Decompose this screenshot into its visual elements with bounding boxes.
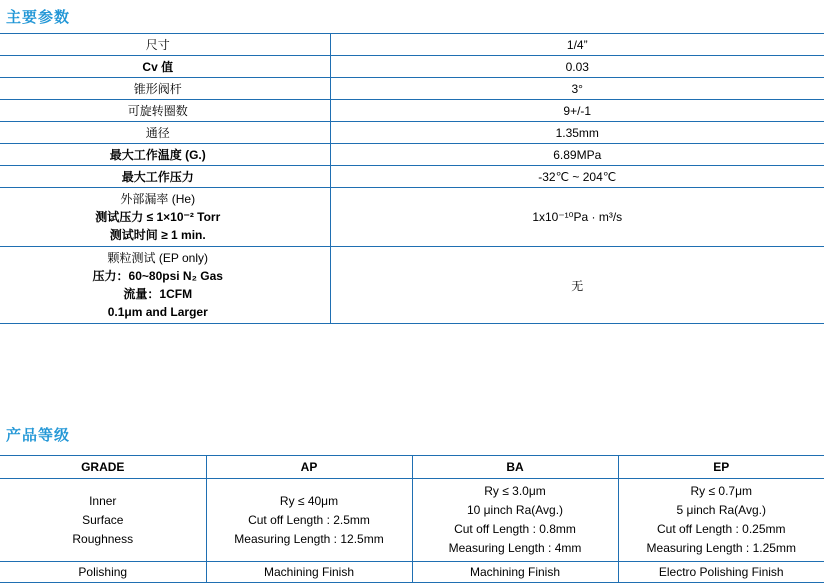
param-value: 1.35mm [330, 122, 824, 144]
param-value: -32℃ ~ 204℃ [330, 166, 824, 188]
table-row [0, 100, 824, 122]
param-value: 1/4” [330, 34, 824, 56]
main-params-section-title: 主要参数 [6, 9, 71, 26]
table-row [0, 479, 824, 562]
grade-header-ba: BA [412, 456, 618, 479]
table-header-row [0, 456, 824, 479]
grade-header-ap: AP [206, 456, 412, 479]
particle-test-line-4: 0.1μm and Larger [107, 305, 208, 319]
grade-cell: Machining Finish [412, 562, 618, 583]
param-label: 尺寸 [0, 34, 330, 56]
grade-section-title: 产品等级 [6, 427, 71, 444]
grade-cell: Inner Surface Roughness [0, 479, 206, 562]
param-label: 最大工作压力 [0, 166, 330, 188]
grade-table [0, 455, 824, 583]
param-label: 锥形阀杆 [0, 78, 330, 100]
table-row [0, 56, 824, 78]
param-value: 3° [330, 78, 824, 100]
param-value: 6.89MPa [330, 144, 824, 166]
particle-test-line-2: 压力：60~80psi N₂ Gas [92, 269, 223, 283]
grade-cell: Ry ≤ 40μm Cut off Length : 2.5mm Measuring Length : 12.5mm [206, 479, 412, 562]
table-row [0, 144, 824, 166]
leak-rate-line-1: 外部漏率 (He) [120, 192, 196, 206]
grade-header-ep: EP [618, 456, 824, 479]
param-label: 可旋转圈数 [0, 100, 330, 122]
table-row-particle-test [0, 247, 824, 324]
param-label: 最大工作温度 (G.) [0, 144, 330, 166]
leak-rate-value: 1x10⁻¹⁰Pa · m³/s [330, 188, 824, 247]
grade-cell: Ry ≤ 3.0μm 10 μinch Ra(Avg.) Cut off Length : 0.8mm Measuring Length : 4mm [412, 479, 618, 562]
table-row [0, 78, 824, 100]
grade-cell: Electro Polishing Finish [618, 562, 824, 583]
leak-rate-label [0, 188, 330, 247]
table-row [0, 166, 824, 188]
main-params-table [0, 33, 824, 324]
table-row [0, 562, 824, 583]
particle-test-line-3: 流量：1CFM [123, 287, 193, 301]
table-row [0, 34, 824, 56]
param-label: Cv 值 [0, 56, 330, 78]
param-label: 通径 [0, 122, 330, 144]
param-value: 9+/-1 [330, 100, 824, 122]
table-row-leak-rate [0, 188, 824, 247]
particle-test-line-1: 颗粒测试 (EP only) [107, 251, 208, 265]
grade-cell: Machining Finish [206, 562, 412, 583]
table-row [0, 122, 824, 144]
param-value: 0.03 [330, 56, 824, 78]
particle-test-value: 无 [330, 247, 824, 324]
leak-rate-line-3: 测试时间 ≥ 1 min. [109, 228, 206, 242]
particle-test-label [0, 247, 330, 324]
grade-header-grade: GRADE [0, 456, 206, 479]
leak-rate-line-2: 测试压力 ≤ 1×10⁻² Torr [95, 210, 221, 224]
grade-cell: Polishing [0, 562, 206, 583]
grade-cell: Ry ≤ 0.7μm 5 μinch Ra(Avg.) Cut off Length : 0.25mm Measuring Length : 1.25mm [618, 479, 824, 562]
